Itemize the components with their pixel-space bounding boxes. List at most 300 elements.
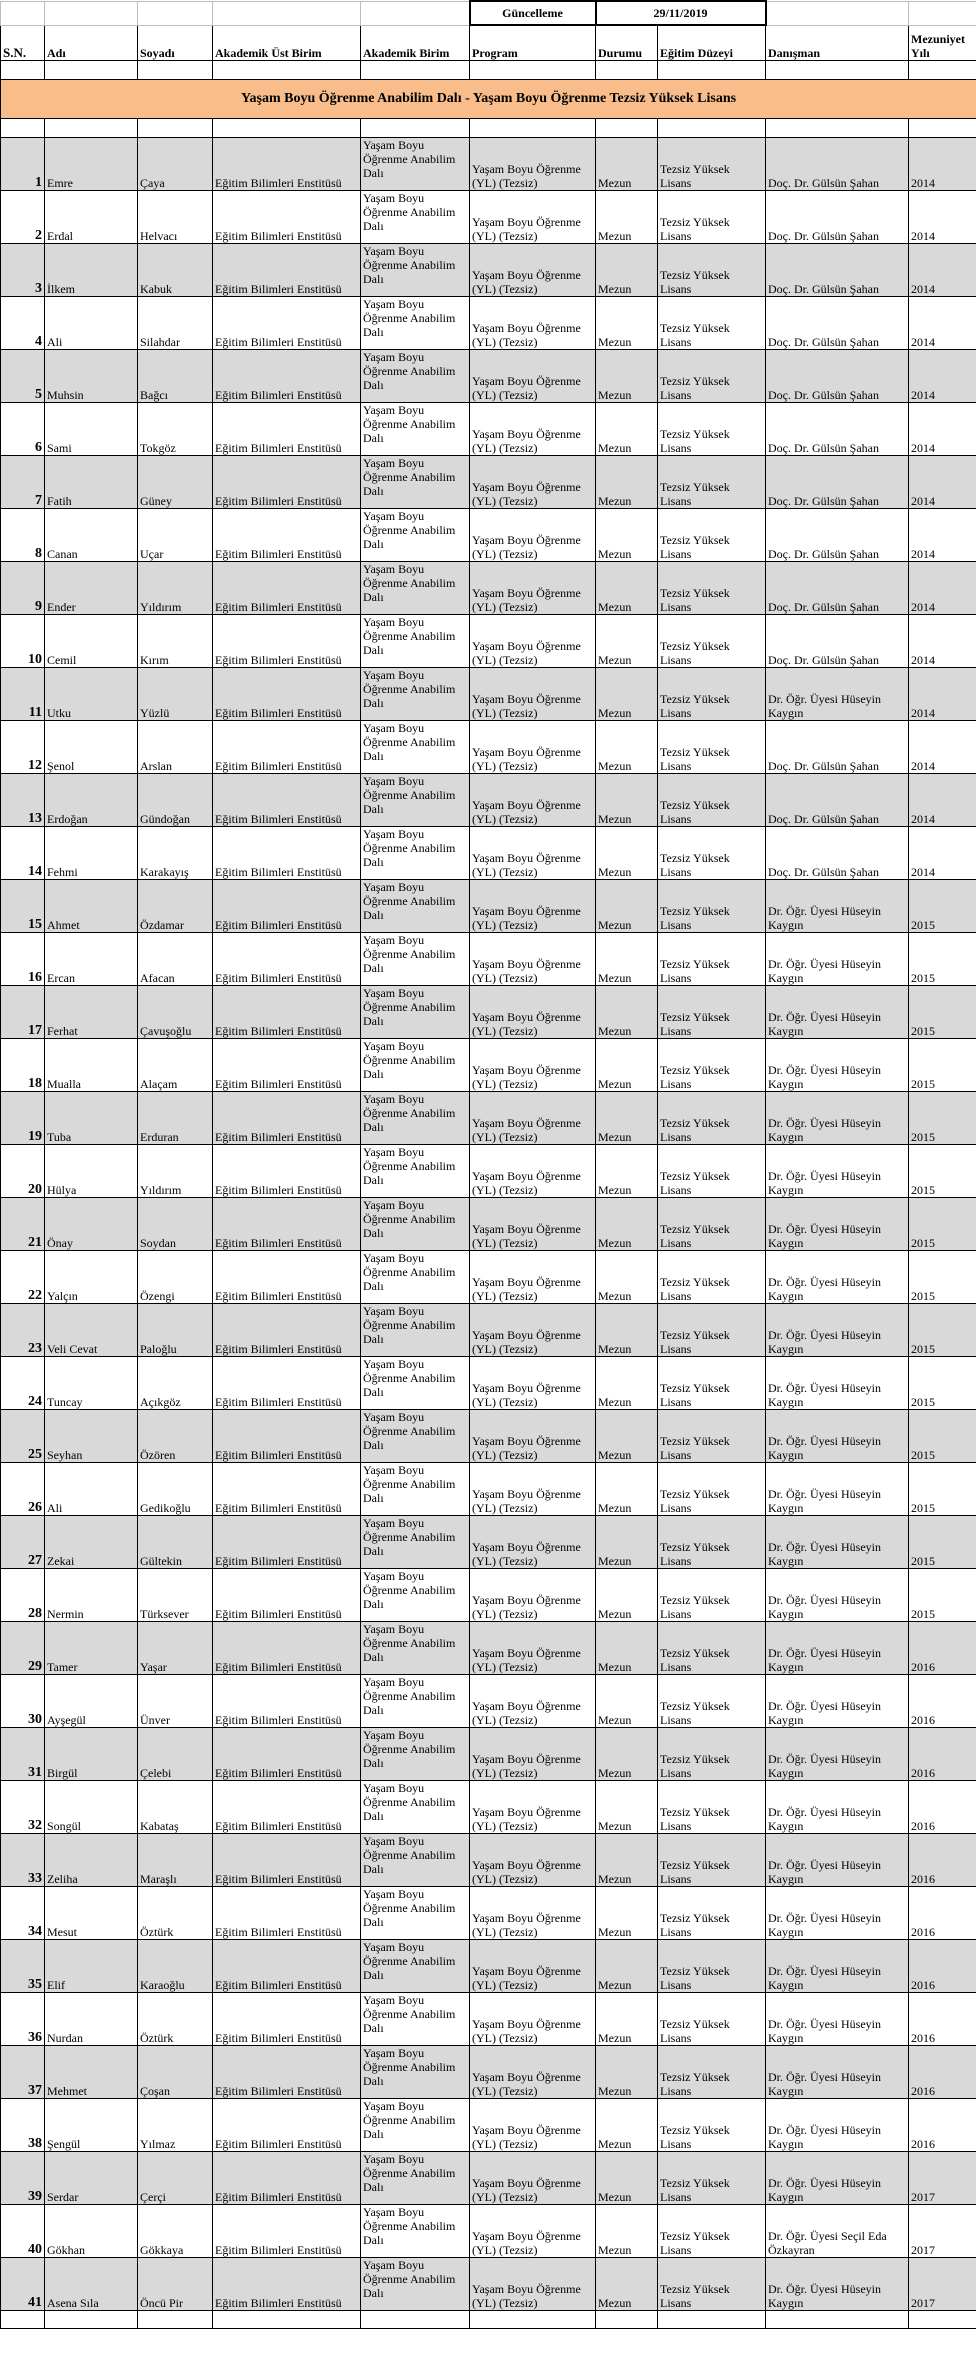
first-name: Songül <box>45 1781 138 1834</box>
education-level: Tezsiz Yüksek Lisans <box>658 2046 766 2099</box>
education-level: Tezsiz Yüksek Lisans <box>658 403 766 456</box>
row-number: 36 <box>1 1993 45 2046</box>
education-level: Tezsiz Yüksek Lisans <box>658 456 766 509</box>
academic-unit: Yaşam Boyu Öğrenme Anabilim Dalı <box>361 456 470 509</box>
update-label: Güncelleme <box>470 1 596 25</box>
row-number: 24 <box>1 1357 45 1410</box>
academic-unit: Yaşam Boyu Öğrenme Anabilim Dalı <box>361 615 470 668</box>
row-number: 28 <box>1 1569 45 1622</box>
advisor: Dr. Öğr. Üyesi Hüseyin Kaygın <box>766 1993 909 2046</box>
status: Mezun <box>596 1251 658 1304</box>
first-name: Hülya <box>45 1145 138 1198</box>
surname: Yılmaz <box>138 2099 213 2152</box>
program: Yaşam Boyu Öğrenme (YL) (Tezsiz) <box>470 2046 596 2099</box>
graduation-year: 2016 <box>909 1993 976 2046</box>
surname: Karakayış <box>138 827 213 880</box>
academic-unit: Yaşam Boyu Öğrenme Anabilim Dalı <box>361 668 470 721</box>
spacer-row <box>1 119 976 138</box>
surname: Çavuşoğlu <box>138 986 213 1039</box>
graduation-year: 2014 <box>909 297 976 350</box>
advisor: Dr. Öğr. Üyesi Hüseyin Kaygın <box>766 1039 909 1092</box>
education-level: Tezsiz Yüksek Lisans <box>658 2258 766 2311</box>
advisor: Dr. Öğr. Üyesi Hüseyin Kaygın <box>766 1357 909 1410</box>
upper-unit: Eğitim Bilimleri Enstitüsü <box>213 1251 361 1304</box>
education-level: Tezsiz Yüksek Lisans <box>658 562 766 615</box>
academic-unit: Yaşam Boyu Öğrenme Anabilim Dalı <box>361 1463 470 1516</box>
advisor: Dr. Öğr. Üyesi Hüseyin Kaygın <box>766 1569 909 1622</box>
program: Yaşam Boyu Öğrenme (YL) (Tezsiz) <box>470 1092 596 1145</box>
upper-unit: Eğitim Bilimleri Enstitüsü <box>213 2258 361 2311</box>
graduation-year: 2015 <box>909 1092 976 1145</box>
graduation-year: 2015 <box>909 1304 976 1357</box>
education-level: Tezsiz Yüksek Lisans <box>658 2205 766 2258</box>
table-row <box>1 2205 976 2258</box>
table-row <box>1 2099 976 2152</box>
program: Yaşam Boyu Öğrenme (YL) (Tezsiz) <box>470 1834 596 1887</box>
advisor: Dr. Öğr. Üyesi Hüseyin Kaygın <box>766 668 909 721</box>
row-number: 14 <box>1 827 45 880</box>
table-row <box>1 1569 976 1622</box>
first-name: Mesut <box>45 1887 138 1940</box>
upper-unit: Eğitim Bilimleri Enstitüsü <box>213 933 361 986</box>
first-name: Fehmi <box>45 827 138 880</box>
table-row <box>1 721 976 774</box>
row-number: 34 <box>1 1887 45 1940</box>
upper-unit: Eğitim Bilimleri Enstitüsü <box>213 297 361 350</box>
academic-unit: Yaşam Boyu Öğrenme Anabilim Dalı <box>361 774 470 827</box>
education-level: Tezsiz Yüksek Lisans <box>658 138 766 191</box>
first-name: Ferhat <box>45 986 138 1039</box>
surname: Paloğlu <box>138 1304 213 1357</box>
graduation-year: 2014 <box>909 403 976 456</box>
graduation-year: 2015 <box>909 1357 976 1410</box>
academic-unit: Yaşam Boyu Öğrenme Anabilim Dalı <box>361 1834 470 1887</box>
education-level: Tezsiz Yüksek Lisans <box>658 668 766 721</box>
graduation-year: 2015 <box>909 1463 976 1516</box>
first-name: Şenol <box>45 721 138 774</box>
graduation-year: 2014 <box>909 244 976 297</box>
first-name: Sami <box>45 403 138 456</box>
advisor: Doç. Dr. Gülsün Şahan <box>766 297 909 350</box>
table-row <box>1 297 976 350</box>
education-level: Tezsiz Yüksek Lisans <box>658 933 766 986</box>
advisor: Dr. Öğr. Üyesi Hüseyin Kaygın <box>766 1622 909 1675</box>
upper-unit: Eğitim Bilimleri Enstitüsü <box>213 1039 361 1092</box>
row-number: 26 <box>1 1463 45 1516</box>
upper-unit: Eğitim Bilimleri Enstitüsü <box>213 509 361 562</box>
upper-unit: Eğitim Bilimleri Enstitüsü <box>213 1940 361 1993</box>
status: Mezun <box>596 1834 658 1887</box>
program: Yaşam Boyu Öğrenme (YL) (Tezsiz) <box>470 986 596 1039</box>
advisor: Dr. Öğr. Üyesi Hüseyin Kaygın <box>766 1092 909 1145</box>
advisor: Doç. Dr. Gülsün Şahan <box>766 403 909 456</box>
surname: Helvacı <box>138 191 213 244</box>
education-level: Tezsiz Yüksek Lisans <box>658 1728 766 1781</box>
program: Yaşam Boyu Öğrenme (YL) (Tezsiz) <box>470 933 596 986</box>
graduation-year: 2014 <box>909 721 976 774</box>
spacer-row <box>1 2311 976 2329</box>
graduation-year: 2014 <box>909 456 976 509</box>
surname: Gültekin <box>138 1516 213 1569</box>
table-row <box>1 1516 976 1569</box>
table-row <box>1 668 976 721</box>
advisor: Dr. Öğr. Üyesi Hüseyin Kaygın <box>766 986 909 1039</box>
surname: Güney <box>138 456 213 509</box>
row-number: 1 <box>1 138 45 191</box>
education-level: Tezsiz Yüksek Lisans <box>658 827 766 880</box>
education-level: Tezsiz Yüksek Lisans <box>658 1781 766 1834</box>
education-level: Tezsiz Yüksek Lisans <box>658 615 766 668</box>
table-row <box>1 774 976 827</box>
first-name: Muhsin <box>45 350 138 403</box>
first-name: Zekai <box>45 1516 138 1569</box>
academic-unit: Yaşam Boyu Öğrenme Anabilim Dalı <box>361 1622 470 1675</box>
advisor: Doç. Dr. Gülsün Şahan <box>766 774 909 827</box>
advisor: Dr. Öğr. Üyesi Hüseyin Kaygın <box>766 1304 909 1357</box>
program: Yaşam Boyu Öğrenme (YL) (Tezsiz) <box>470 1516 596 1569</box>
table-row <box>1 1145 976 1198</box>
upper-unit: Eğitim Bilimleri Enstitüsü <box>213 1198 361 1251</box>
advisor: Doç. Dr. Gülsün Şahan <box>766 721 909 774</box>
first-name: Veli Cevat <box>45 1304 138 1357</box>
row-number: 21 <box>1 1198 45 1251</box>
academic-unit: Yaşam Boyu Öğrenme Anabilim Dalı <box>361 350 470 403</box>
upper-unit: Eğitim Bilimleri Enstitüsü <box>213 1304 361 1357</box>
row-number: 17 <box>1 986 45 1039</box>
surname: Kabuk <box>138 244 213 297</box>
upper-unit: Eğitim Bilimleri Enstitüsü <box>213 2099 361 2152</box>
academic-unit: Yaşam Boyu Öğrenme Anabilim Dalı <box>361 1410 470 1463</box>
education-level: Tezsiz Yüksek Lisans <box>658 1198 766 1251</box>
academic-unit: Yaşam Boyu Öğrenme Anabilim Dalı <box>361 1728 470 1781</box>
program: Yaşam Boyu Öğrenme (YL) (Tezsiz) <box>470 2205 596 2258</box>
status: Mezun <box>596 1569 658 1622</box>
academic-unit: Yaşam Boyu Öğrenme Anabilim Dalı <box>361 2258 470 2311</box>
graduation-year: 2017 <box>909 2258 976 2311</box>
graduation-year: 2014 <box>909 774 976 827</box>
education-level: Tezsiz Yüksek Lisans <box>658 1357 766 1410</box>
advisor: Doç. Dr. Gülsün Şahan <box>766 615 909 668</box>
academic-unit: Yaşam Boyu Öğrenme Anabilim Dalı <box>361 138 470 191</box>
row-number: 31 <box>1 1728 45 1781</box>
section-title: Yaşam Boyu Öğrenme Anabilim Dalı - Yaşam Boyu Öğrenme Tezsiz Yüksek Lisans <box>1 80 976 119</box>
table-row <box>1 456 976 509</box>
surname: Gökkaya <box>138 2205 213 2258</box>
surname: Yıldırım <box>138 1145 213 1198</box>
table-row <box>1 244 976 297</box>
program: Yaşam Boyu Öğrenme (YL) (Tezsiz) <box>470 297 596 350</box>
graduation-year: 2014 <box>909 138 976 191</box>
graduation-year: 2016 <box>909 2099 976 2152</box>
upper-unit: Eğitim Bilimleri Enstitüsü <box>213 1834 361 1887</box>
status: Mezun <box>596 774 658 827</box>
upper-unit: Eğitim Bilimleri Enstitüsü <box>213 1569 361 1622</box>
academic-unit: Yaşam Boyu Öğrenme Anabilim Dalı <box>361 1516 470 1569</box>
program: Yaşam Boyu Öğrenme (YL) (Tezsiz) <box>470 1887 596 1940</box>
graduation-year: 2015 <box>909 1198 976 1251</box>
row-number: 29 <box>1 1622 45 1675</box>
header-level: Eğitim Düzeyi <box>658 25 766 61</box>
upper-unit: Eğitim Bilimleri Enstitüsü <box>213 1463 361 1516</box>
table-row <box>1 1728 976 1781</box>
surname: Tokgöz <box>138 403 213 456</box>
upper-unit: Eğitim Bilimleri Enstitüsü <box>213 827 361 880</box>
graduation-year: 2016 <box>909 2046 976 2099</box>
surname: Yaşar <box>138 1622 213 1675</box>
education-level: Tezsiz Yüksek Lisans <box>658 2152 766 2205</box>
program: Yaşam Boyu Öğrenme (YL) (Tezsiz) <box>470 509 596 562</box>
education-level: Tezsiz Yüksek Lisans <box>658 1993 766 2046</box>
graduation-year: 2015 <box>909 1039 976 1092</box>
first-name: Serdar <box>45 2152 138 2205</box>
status: Mezun <box>596 509 658 562</box>
graduation-year: 2016 <box>909 1728 976 1781</box>
row-number: 35 <box>1 1940 45 1993</box>
academic-unit: Yaşam Boyu Öğrenme Anabilim Dalı <box>361 509 470 562</box>
education-level: Tezsiz Yüksek Lisans <box>658 1622 766 1675</box>
academic-unit: Yaşam Boyu Öğrenme Anabilim Dalı <box>361 1039 470 1092</box>
upper-unit: Eğitim Bilimleri Enstitüsü <box>213 244 361 297</box>
upper-unit: Eğitim Bilimleri Enstitüsü <box>213 1516 361 1569</box>
status: Mezun <box>596 986 658 1039</box>
program: Yaşam Boyu Öğrenme (YL) (Tezsiz) <box>470 1463 596 1516</box>
status: Mezun <box>596 2205 658 2258</box>
graduation-year: 2017 <box>909 2152 976 2205</box>
table-row <box>1 933 976 986</box>
table-row <box>1 1887 976 1940</box>
table-row <box>1 1781 976 1834</box>
first-name: Emre <box>45 138 138 191</box>
table-row <box>1 562 976 615</box>
table-row <box>1 1039 976 1092</box>
program: Yaşam Boyu Öğrenme (YL) (Tezsiz) <box>470 1145 596 1198</box>
advisor: Dr. Öğr. Üyesi Hüseyin Kaygın <box>766 1463 909 1516</box>
academic-unit: Yaşam Boyu Öğrenme Anabilim Dalı <box>361 827 470 880</box>
program: Yaşam Boyu Öğrenme (YL) (Tezsiz) <box>470 1357 596 1410</box>
advisor: Dr. Öğr. Üyesi Hüseyin Kaygın <box>766 2046 909 2099</box>
program: Yaşam Boyu Öğrenme (YL) (Tezsiz) <box>470 615 596 668</box>
education-level: Tezsiz Yüksek Lisans <box>658 1304 766 1357</box>
status: Mezun <box>596 1940 658 1993</box>
program: Yaşam Boyu Öğrenme (YL) (Tezsiz) <box>470 1675 596 1728</box>
upper-unit: Eğitim Bilimleri Enstitüsü <box>213 1092 361 1145</box>
surname: Kabataş <box>138 1781 213 1834</box>
row-number: 40 <box>1 2205 45 2258</box>
graduation-year: 2016 <box>909 1622 976 1675</box>
graduation-year: 2016 <box>909 1834 976 1887</box>
graduation-year: 2014 <box>909 615 976 668</box>
first-name: Ahmet <box>45 880 138 933</box>
status: Mezun <box>596 1410 658 1463</box>
header-year: Mezuniyet Yılı <box>909 25 976 61</box>
row-number: 10 <box>1 615 45 668</box>
surname: Gündoğan <box>138 774 213 827</box>
first-name: Gökhan <box>45 2205 138 2258</box>
surname: Açıkgöz <box>138 1357 213 1410</box>
upper-unit: Eğitim Bilimleri Enstitüsü <box>213 1781 361 1834</box>
education-level: Tezsiz Yüksek Lisans <box>658 721 766 774</box>
education-level: Tezsiz Yüksek Lisans <box>658 1675 766 1728</box>
table-row <box>1 1622 976 1675</box>
first-name: Tuba <box>45 1092 138 1145</box>
table-row <box>1 1675 976 1728</box>
header-advisor: Danışman <box>766 25 909 61</box>
header-program: Program <box>470 25 596 61</box>
first-name: Erdoğan <box>45 774 138 827</box>
update-date: 29/11/2019 <box>596 1 766 25</box>
table-row <box>1 986 976 1039</box>
academic-unit: Yaşam Boyu Öğrenme Anabilim Dalı <box>361 1993 470 2046</box>
first-name: Nermin <box>45 1569 138 1622</box>
status: Mezun <box>596 1463 658 1516</box>
row-number: 3 <box>1 244 45 297</box>
program: Yaşam Boyu Öğrenme (YL) (Tezsiz) <box>470 1251 596 1304</box>
status: Mezun <box>596 1145 658 1198</box>
education-level: Tezsiz Yüksek Lisans <box>658 1463 766 1516</box>
table-row <box>1 1834 976 1887</box>
status: Mezun <box>596 562 658 615</box>
first-name: Ali <box>45 1463 138 1516</box>
upper-unit: Eğitim Bilimleri Enstitüsü <box>213 191 361 244</box>
status: Mezun <box>596 1357 658 1410</box>
program: Yaşam Boyu Öğrenme (YL) (Tezsiz) <box>470 1993 596 2046</box>
row-number: 5 <box>1 350 45 403</box>
program: Yaşam Boyu Öğrenme (YL) (Tezsiz) <box>470 138 596 191</box>
academic-unit: Yaşam Boyu Öğrenme Anabilim Dalı <box>361 1145 470 1198</box>
first-name: Seyhan <box>45 1410 138 1463</box>
surname: Arslan <box>138 721 213 774</box>
advisor: Dr. Öğr. Üyesi Hüseyin Kaygın <box>766 933 909 986</box>
surname: Çerçi <box>138 2152 213 2205</box>
first-name: Canan <box>45 509 138 562</box>
upper-unit: Eğitim Bilimleri Enstitüsü <box>213 138 361 191</box>
upper-unit: Eğitim Bilimleri Enstitüsü <box>213 880 361 933</box>
education-level: Tezsiz Yüksek Lisans <box>658 1569 766 1622</box>
graduation-year: 2015 <box>909 1145 976 1198</box>
academic-unit: Yaşam Boyu Öğrenme Anabilim Dalı <box>361 2046 470 2099</box>
status: Mezun <box>596 721 658 774</box>
academic-unit: Yaşam Boyu Öğrenme Anabilim Dalı <box>361 880 470 933</box>
row-number: 13 <box>1 774 45 827</box>
row-number: 33 <box>1 1834 45 1887</box>
first-name: Tamer <box>45 1622 138 1675</box>
first-name: Asena Sıla <box>45 2258 138 2311</box>
program: Yaşam Boyu Öğrenme (YL) (Tezsiz) <box>470 1410 596 1463</box>
education-level: Tezsiz Yüksek Lisans <box>658 1940 766 1993</box>
graduation-year: 2016 <box>909 1675 976 1728</box>
academic-unit: Yaşam Boyu Öğrenme Anabilim Dalı <box>361 933 470 986</box>
education-level: Tezsiz Yüksek Lisans <box>658 1834 766 1887</box>
first-name: Elif <box>45 1940 138 1993</box>
first-name: Ali <box>45 297 138 350</box>
program: Yaşam Boyu Öğrenme (YL) (Tezsiz) <box>470 774 596 827</box>
surname: Özengi <box>138 1251 213 1304</box>
program: Yaşam Boyu Öğrenme (YL) (Tezsiz) <box>470 1940 596 1993</box>
academic-unit: Yaşam Boyu Öğrenme Anabilim Dalı <box>361 562 470 615</box>
header-name: Adı <box>45 25 138 61</box>
academic-unit: Yaşam Boyu Öğrenme Anabilim Dalı <box>361 244 470 297</box>
upper-unit: Eğitim Bilimleri Enstitüsü <box>213 403 361 456</box>
program: Yaşam Boyu Öğrenme (YL) (Tezsiz) <box>470 827 596 880</box>
first-name: Birgül <box>45 1728 138 1781</box>
first-name: Yalçın <box>45 1251 138 1304</box>
graduation-year: 2017 <box>909 2205 976 2258</box>
advisor: Dr. Öğr. Üyesi Hüseyin Kaygın <box>766 1887 909 1940</box>
surname: Çoşan <box>138 2046 213 2099</box>
program: Yaşam Boyu Öğrenme (YL) (Tezsiz) <box>470 191 596 244</box>
upper-unit: Eğitim Bilimleri Enstitüsü <box>213 1410 361 1463</box>
row-number: 8 <box>1 509 45 562</box>
graduation-year: 2014 <box>909 509 976 562</box>
academic-unit: Yaşam Boyu Öğrenme Anabilim Dalı <box>361 1357 470 1410</box>
advisor: Dr. Öğr. Üyesi Hüseyin Kaygın <box>766 880 909 933</box>
upper-unit: Eğitim Bilimleri Enstitüsü <box>213 615 361 668</box>
first-name: Ercan <box>45 933 138 986</box>
row-number: 22 <box>1 1251 45 1304</box>
surname: Özdamar <box>138 880 213 933</box>
program: Yaşam Boyu Öğrenme (YL) (Tezsiz) <box>470 1728 596 1781</box>
program: Yaşam Boyu Öğrenme (YL) (Tezsiz) <box>470 880 596 933</box>
advisor: Doç. Dr. Gülsün Şahan <box>766 509 909 562</box>
upper-unit: Eğitim Bilimleri Enstitüsü <box>213 1357 361 1410</box>
row-number: 7 <box>1 456 45 509</box>
academic-unit: Yaşam Boyu Öğrenme Anabilim Dalı <box>361 1569 470 1622</box>
graduation-year: 2014 <box>909 827 976 880</box>
row-number: 25 <box>1 1410 45 1463</box>
education-level: Tezsiz Yüksek Lisans <box>658 244 766 297</box>
table-row <box>1 509 976 562</box>
table-row <box>1 2152 976 2205</box>
first-name: Zeliha <box>45 1834 138 1887</box>
first-name: Şengül <box>45 2099 138 2152</box>
program: Yaşam Boyu Öğrenme (YL) (Tezsiz) <box>470 1781 596 1834</box>
first-name: İlkem <box>45 244 138 297</box>
status: Mezun <box>596 138 658 191</box>
education-level: Tezsiz Yüksek Lisans <box>658 509 766 562</box>
status: Mezun <box>596 191 658 244</box>
program: Yaşam Boyu Öğrenme (YL) (Tezsiz) <box>470 668 596 721</box>
program: Yaşam Boyu Öğrenme (YL) (Tezsiz) <box>470 1569 596 1622</box>
graduation-year: 2014 <box>909 562 976 615</box>
upper-unit: Eğitim Bilimleri Enstitüsü <box>213 721 361 774</box>
academic-unit: Yaşam Boyu Öğrenme Anabilim Dalı <box>361 1251 470 1304</box>
first-name: Mehmet <box>45 2046 138 2099</box>
status: Mezun <box>596 1622 658 1675</box>
table-row <box>1 1198 976 1251</box>
education-level: Tezsiz Yüksek Lisans <box>658 1410 766 1463</box>
status: Mezun <box>596 1198 658 1251</box>
graduation-year: 2014 <box>909 350 976 403</box>
table-row <box>1 403 976 456</box>
program: Yaşam Boyu Öğrenme (YL) (Tezsiz) <box>470 2099 596 2152</box>
first-name: Önay <box>45 1198 138 1251</box>
status: Mezun <box>596 1887 658 1940</box>
first-name: Cemil <box>45 615 138 668</box>
first-name: Ayşegül <box>45 1675 138 1728</box>
surname: Karaoğlu <box>138 1940 213 1993</box>
upper-unit: Eğitim Bilimleri Enstitüsü <box>213 774 361 827</box>
graduation-year: 2014 <box>909 668 976 721</box>
surname: Alaçam <box>138 1039 213 1092</box>
row-number: 9 <box>1 562 45 615</box>
upper-unit: Eğitim Bilimleri Enstitüsü <box>213 2152 361 2205</box>
status: Mezun <box>596 615 658 668</box>
section-title-row <box>1 80 976 119</box>
upper-unit: Eğitim Bilimleri Enstitüsü <box>213 986 361 1039</box>
surname: Bağcı <box>138 350 213 403</box>
advisor: Dr. Öğr. Üyesi Hüseyin Kaygın <box>766 1781 909 1834</box>
advisor: Dr. Öğr. Üyesi Hüseyin Kaygın <box>766 1516 909 1569</box>
